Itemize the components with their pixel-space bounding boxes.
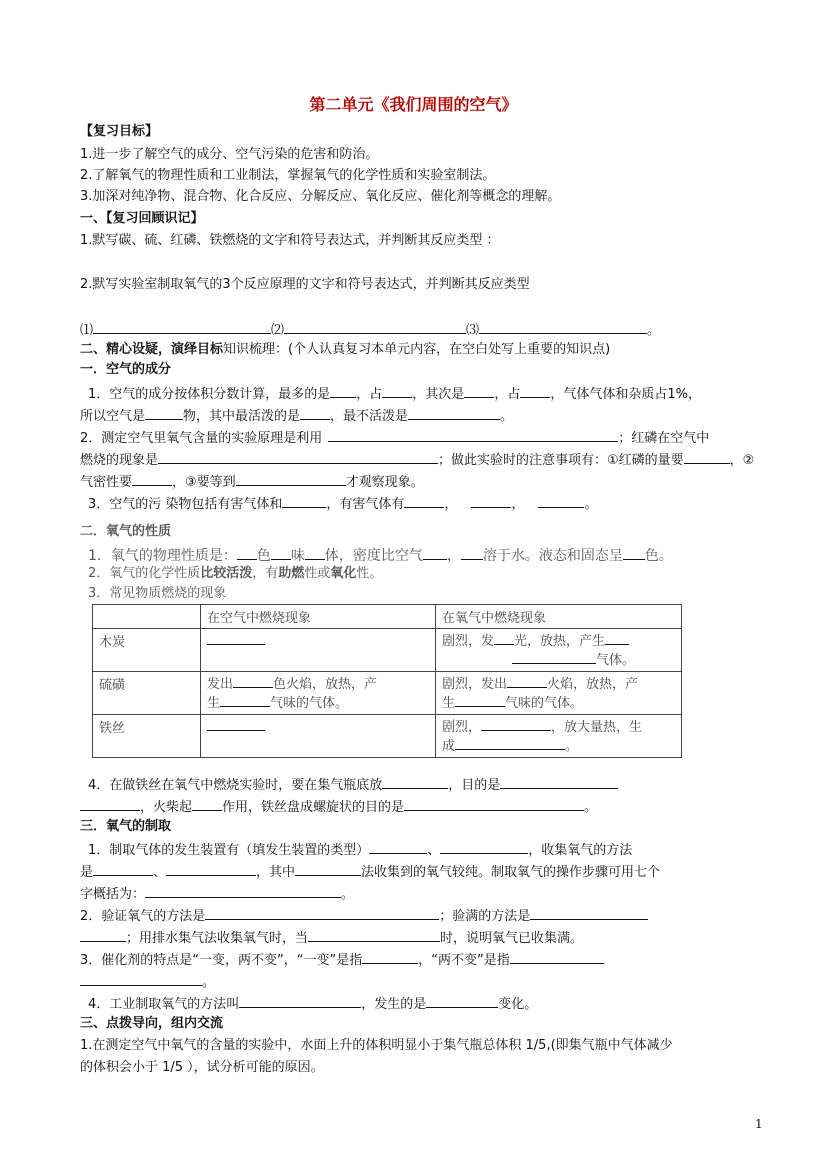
marker-2: ⑵ (271, 323, 285, 338)
prep-line-2: 是 、 ，其中 法收集到的氧气较纯。制取氧气的操作步骤可用七个 (80, 862, 660, 881)
prep-line-5: ；用排水集气法收集氧气时，当 时，说明氧气已收集满。 (80, 928, 583, 947)
answer-blank[interactable] (481, 717, 551, 731)
answer-blank[interactable] (305, 546, 325, 560)
section2-heading: 二、精心设疑，演绎目标知识梳理：(个人认真复习本单元内容，在空白处写上重要的知识点) (80, 342, 611, 357)
answer-blank[interactable] (494, 631, 514, 645)
prep-line-4: 2．验证氧气的方法是 ；验满的方法是 (80, 906, 648, 925)
answer-blank[interactable] (623, 546, 645, 560)
answer-blank[interactable] (520, 384, 550, 398)
section3-line-1: 1.在测定空气中氧气的含量的实验中，水面上升的体积明显小于集气瓶总体积 1/5,(即集气瓶中气体减少 (80, 1038, 673, 1053)
answer-blank[interactable] (440, 840, 528, 854)
table-cell-oxygen: 剧烈， ，放大量热，生 成 。 (436, 715, 682, 758)
answer-blank[interactable] (205, 906, 439, 920)
answer-blank[interactable] (461, 546, 483, 560)
answer-blank[interactable] (295, 862, 361, 876)
table-cell-substance: 铁丝 (93, 715, 201, 758)
answer-blank[interactable] (236, 472, 346, 486)
table-cell-oxygen: 剧烈，发出 火焰，放热，产 生 气味的气体。 (436, 672, 682, 715)
answer-blank[interactable] (237, 546, 257, 560)
prep-line-1: 1．制取气体的发生装置有（填发生装置的类型） 、 ，收集氧气的方法 (88, 840, 632, 859)
answer-blank[interactable] (220, 693, 270, 707)
section1-q1: 1.默写碳、硫、红磷、铁燃烧的文字和符号表达式，并判断其反应类型 ： (80, 233, 500, 248)
answer-blank[interactable] (684, 450, 730, 464)
answer-blank[interactable] (404, 494, 444, 508)
answer-blank[interactable] (239, 994, 361, 1008)
air-heading: 一．空气的成分 (80, 362, 172, 377)
answer-blank[interactable] (207, 717, 265, 731)
prep-line-3: 字概括为： 。 (80, 884, 354, 903)
answer-blank[interactable] (207, 631, 265, 645)
answer-blank[interactable] (530, 906, 648, 920)
marker-1: ⑴ (80, 323, 94, 338)
table-cell-substance: 硫磺 (93, 672, 201, 715)
table-header-cell (93, 605, 201, 629)
air-line-6: 3．空气的污 染物包括有害气体和 ，有害气体有 ， ， 。 (88, 494, 597, 513)
prep-line-6: 3．催化剂的特点是“一变，两不变”，“一变”是指 ，“两不变”是指 (80, 950, 604, 969)
page-title: 第二单元《我们周围的空气》 (309, 95, 518, 114)
section3-heading: 三、点拨导向，组内交流 (80, 1016, 224, 1031)
answer-blank[interactable] (192, 797, 222, 811)
table-header-row (93, 605, 682, 629)
answer-blank[interactable] (369, 840, 427, 854)
answer-blank[interactable] (479, 320, 647, 334)
section1-answer-line: ⑴ ⑵ ⑶ 。 (80, 320, 660, 339)
combustion-table (92, 604, 682, 758)
marker-3: ⑶ (466, 323, 480, 338)
answer-blank[interactable] (80, 797, 140, 811)
answer-blank[interactable] (455, 693, 505, 707)
answer-blank[interactable] (362, 950, 418, 964)
oxygen-heading: 二．氧气的性质 (80, 524, 172, 539)
table-cell-air: 发出 色火焰，放热，产 生 气味的气体。 (201, 672, 436, 715)
section3-line-2: 的体积会小于 1/5 ），试分析可能的原因。 (80, 1060, 324, 1075)
answer-blank[interactable] (426, 994, 498, 1008)
goal-item: 2.了解氧气的物理性质和工业制法，掌握氧气的化学性质和实验室制法。 (80, 168, 496, 183)
answer-blank[interactable] (93, 320, 271, 334)
answer-blank[interactable] (404, 797, 584, 811)
section1-heading: 一、【复习回顾识记】 (80, 211, 204, 226)
answer-blank[interactable] (507, 674, 547, 688)
goal-item: 3.加深对纯净物、混合物、化合反应、分解反应、氧化反应、催化剂等概念的理解。 (80, 189, 561, 204)
answer-blank[interactable] (455, 736, 565, 750)
oxygen-line-1: 1．氧气的物理性质是： 色 味 体，密度比空气 ， 溶于水。液态和固态呈 色。 (88, 548, 673, 564)
answer-blank[interactable] (538, 494, 584, 508)
answer-blank[interactable] (605, 631, 629, 645)
answer-blank[interactable] (284, 320, 466, 334)
answer-blank[interactable] (282, 494, 326, 508)
answer-blank[interactable] (271, 546, 291, 560)
answer-blank[interactable] (328, 428, 618, 442)
prep-heading: 三．氧气的制取 (80, 819, 172, 834)
section1-q2: 2.默写实验室制取氧气的3个反应原理的文字和符号表达式，并判断其反应类型 (80, 277, 530, 292)
oxygen-line-4: 4．在做铁丝在氧气中燃烧实验时，要在集气瓶底放 ，目的是 (88, 775, 618, 794)
answer-blank[interactable] (382, 775, 448, 789)
answer-blank[interactable] (423, 546, 447, 560)
air-line-1: 1．空气的成分按体积分数计算，最多的是 ，占 ，其次是 ，占 ，气体气体和杂质占1%， (88, 384, 701, 403)
prep-line-8: 4．工业制取氧气的方法叫 ，发生的是 变化。 (88, 994, 537, 1013)
table-header-cell: 在氧气中燃烧现象 (436, 605, 682, 629)
table-cell-air (201, 629, 436, 672)
answer-blank[interactable] (158, 450, 438, 464)
answer-blank[interactable] (382, 384, 412, 398)
table-header-cell: 在空气中燃烧现象 (201, 605, 436, 629)
answer-blank[interactable] (464, 384, 494, 398)
air-line-2: 所以空气是 物，其中最活泼的是 ，最不活泼是 。 (80, 406, 513, 425)
answer-blank[interactable] (330, 384, 356, 398)
air-line-4: 燃烧的现象是 ；做此实验时的注意事项有：①红磷的量要 ，② (80, 450, 754, 469)
prep-line-7: 。 (80, 972, 215, 991)
page-number: 1 (755, 1117, 763, 1131)
table-cell-air (201, 715, 436, 758)
answer-blank[interactable] (145, 884, 341, 898)
table-cell-oxygen: 剧烈，发 光，放热，产生 气体。 (436, 629, 682, 672)
table-row (93, 672, 682, 715)
table-cell-substance: 木炭 (93, 629, 201, 672)
answer-blank[interactable] (510, 950, 604, 964)
oxygen-line-2: 2．氧气的化学性质比较活泼，有助燃性或氧化性。 (88, 566, 383, 581)
answer-blank[interactable] (408, 406, 500, 420)
answer-blank[interactable] (166, 862, 256, 876)
answer-blank[interactable] (80, 928, 126, 942)
oxygen-line-3: 3．常见物质燃烧的现象 (88, 586, 227, 601)
answer-blank[interactable] (512, 650, 596, 664)
answer-blank[interactable] (308, 928, 440, 942)
answer-blank[interactable] (471, 494, 511, 508)
air-line-3: 2．测定空气里氧气含量的实验原理是利用 ；红磷在空气中 (80, 428, 709, 447)
answer-blank[interactable] (500, 775, 618, 789)
answer-blank[interactable] (93, 862, 153, 876)
goal-item: 1.进一步了解空气的成分、空气污染的危害和防治。 (80, 147, 379, 162)
table-row (93, 629, 682, 672)
oxygen-line-5: ，火柴起 作用，铁丝盘成螺旋状的目的是 。 (80, 797, 597, 816)
answer-blank[interactable] (132, 472, 172, 486)
air-line-5: 气密性要 ，③要等到 才观察现象。 (80, 472, 424, 491)
answer-blank[interactable] (80, 972, 202, 986)
goals-heading: 【复习目标】 (80, 124, 159, 139)
answer-blank[interactable] (145, 406, 183, 420)
table-row (93, 715, 682, 758)
answer-blank[interactable] (233, 674, 273, 688)
answer-blank[interactable] (300, 406, 330, 420)
